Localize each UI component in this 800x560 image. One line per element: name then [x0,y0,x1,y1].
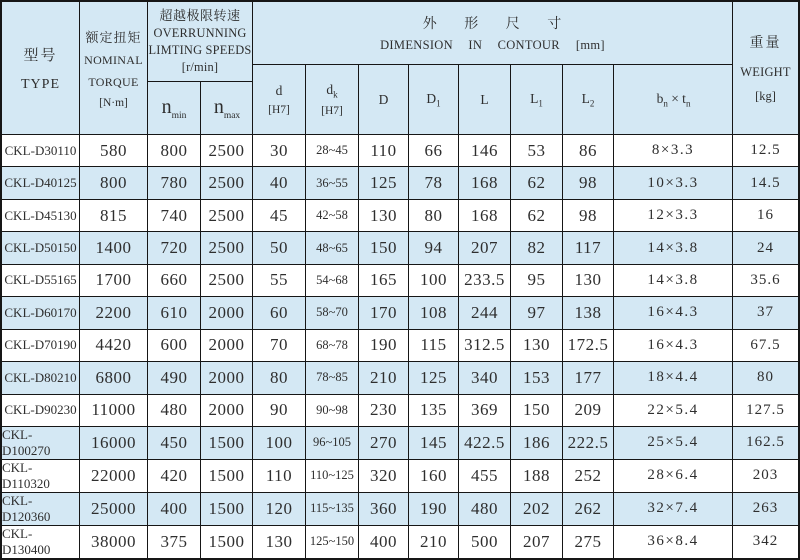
cell-type: CKL-D70190 [2,330,80,361]
cell-wt: 263 [752,500,779,517]
cell-dk: 96~105 [306,427,359,459]
cell-dk: 110~125 [306,460,359,492]
cell-L1: 150 [511,395,563,426]
cell-L2: 98 [563,200,614,231]
cell-L2: 262 [563,493,614,525]
cell-d: 110 [253,460,306,492]
type-header-zh: 型号 [23,47,58,64]
table-row [2,427,798,460]
cell-bt: 16×4.3 [614,297,733,328]
cell-L2: 209 [563,395,614,426]
cell-dk: 36~55 [306,167,359,198]
cell-bt: 36×8.4 [614,526,733,558]
cell-L: 168 [459,167,511,198]
cell-D1: 115 [409,330,459,361]
cell-nmax: 1500 [201,460,253,492]
cell-D: 400 [359,526,409,558]
cell-d: 50 [253,232,306,263]
col-group-overrunning-speeds [148,2,253,134]
cell-L1: 207 [511,526,563,558]
cell-d: 100 [253,427,306,459]
cell-D1: 160 [409,460,459,492]
cell-bt: 22×5.4 [614,395,733,426]
table-row [2,362,798,394]
cell-nmin: 400 [148,493,201,525]
cell-L: 207 [459,232,511,263]
cell-type: CKL-D130400 [2,526,80,558]
cell-L1: 202 [511,493,563,525]
cell-D1: 66 [409,135,459,166]
cell-L1: 53 [511,135,563,166]
torque-header-en2: TORQUE [88,75,139,89]
cell-d: 70 [253,330,306,361]
cell-D: 150 [359,232,409,263]
cell-torque: 16000 [80,427,148,459]
cell-D: 230 [359,395,409,426]
cell-bt: 8×3.3 [614,135,733,166]
cell-torque: 25000 [80,493,148,525]
cell-L: 168 [459,200,511,231]
cell-bt: 14×3.8 [614,265,733,296]
cell-wt: 203 [752,467,779,484]
cell-nmax: 1500 [201,493,253,525]
cell-torque: 580 [80,135,148,166]
cell-dk: 54~68 [306,265,359,296]
cell-d: 55 [253,265,306,296]
cell-L: 312.5 [459,330,511,361]
cell-D1: 210 [409,526,459,558]
table-body [2,135,798,558]
cell-wt: 12.5 [750,142,781,159]
cell-L1: 62 [511,200,563,231]
cell-L1: 186 [511,427,563,459]
cell-bt: 18×4.4 [614,362,733,393]
col-header-torque [80,2,148,134]
col-header-nmax: $n_{max}$ [213,95,241,121]
torque-header-en1: NOMINAL [84,53,143,67]
cell-dk: 115~135 [306,493,359,525]
dimension-group-title [253,2,732,65]
col-header-bn-tn: $b_n \times t_n$ [656,90,691,109]
cell-L2: 130 [563,265,614,296]
table-row [2,135,798,167]
table-row [2,493,798,526]
col-header-nmin: $n_{min}$ [148,82,201,134]
speeds-subheader-row [148,82,252,134]
table-row [2,395,798,427]
cell-nmin: 720 [148,232,201,263]
cell-d: 90 [253,395,306,426]
cell-L: 233.5 [459,265,511,296]
cell-wt: 80 [757,369,774,386]
cell-L1: 82 [511,232,563,263]
cell-nmax: 2500 [201,167,253,198]
cell-d: 60 [253,297,306,328]
cell-dk: 125~150 [306,526,359,558]
cell-wt: 16 [757,207,774,224]
cell-L: 422.5 [459,427,511,459]
cell-nmin: 660 [148,265,201,296]
cell-D: 125 [359,167,409,198]
table-row [2,265,798,297]
table-row [2,232,798,264]
table-row [2,167,798,199]
cell-D: 170 [359,297,409,328]
speeds-header-en2: LIMTING SPEEDS [148,43,252,58]
cell-torque: 1400 [80,232,148,263]
cell-L2: 252 [563,460,614,492]
col-group-dimension [253,2,733,134]
cell-nmax: 2000 [201,297,253,328]
cell-D: 190 [359,330,409,361]
cell-nmax: 2500 [201,265,253,296]
cell-D: 165 [359,265,409,296]
speeds-header-unit: [r/min] [181,59,219,74]
col-header-L1: $L_1$ [511,65,563,134]
torque-header-zh: 额定扭矩 [85,30,142,45]
cell-D1: 108 [409,297,459,328]
weight-header-zh: 重量 [749,36,782,51]
table-row [2,200,798,232]
dimension-subheader-row [253,65,732,134]
speeds-group-title [148,2,252,82]
col-header-weight [733,2,798,134]
cell-dk: 58~70 [306,297,359,328]
cell-wt: 342 [752,533,779,550]
speeds-header-zh: 超越极限转速 [159,8,241,24]
cell-D1: 78 [409,167,459,198]
col-header-D1: $D_1$ [409,65,459,134]
cell-dk: 48~65 [306,232,359,263]
cell-nmax: 2000 [201,330,253,361]
cell-L1: 130 [511,330,563,361]
col-header-D: D [359,65,409,134]
col-header-L2: $L_2$ [563,65,614,134]
cell-type: CKL-D80210 [2,362,80,393]
cell-wt: 14.5 [750,174,781,191]
cell-L1: 153 [511,362,563,393]
cell-nmax: 2500 [201,135,253,166]
cell-type: CKL-D30110 [2,135,80,166]
cell-L1: 62 [511,167,563,198]
cell-L: 340 [459,362,511,393]
cell-wt: 127.5 [746,401,785,418]
cell-L2: 86 [563,135,614,166]
cell-type: CKL-D100270 [2,427,80,459]
cell-bt: 32×7.4 [614,493,733,525]
col-header-d: d [H7] [253,65,306,134]
cell-L2: 275 [563,526,614,558]
cell-D1: 100 [409,265,459,296]
table-row [2,297,798,329]
cell-torque: 2200 [80,297,148,328]
cell-L2: 222.5 [563,427,614,459]
cell-dk: 90~98 [306,395,359,426]
cell-wt: 67.5 [750,336,781,353]
cell-L2: 172.5 [563,330,614,361]
dimension-header-unit: [mm] [575,38,605,52]
cell-nmin: 420 [148,460,201,492]
cell-dk: 78~85 [306,362,359,393]
cell-L2: 138 [563,297,614,328]
cell-wt: 37 [757,304,774,321]
table-row [2,526,798,558]
cell-L: 500 [459,526,511,558]
cell-torque: 22000 [80,460,148,492]
cell-D: 270 [359,427,409,459]
dimension-header-en: DIMENSION IN CONTOUR [mm] [380,38,605,52]
cell-d: 80 [253,362,306,393]
cell-L1: 97 [511,297,563,328]
cell-nmin: 610 [148,297,201,328]
cell-L2: 177 [563,362,614,393]
cell-nmin: 800 [148,135,201,166]
cell-dk: 42~58 [306,200,359,231]
cell-torque: 38000 [80,526,148,558]
cell-torque: 11000 [80,395,148,426]
cell-D: 110 [359,135,409,166]
cell-wt: 24 [757,239,774,256]
cell-L: 480 [459,493,511,525]
cell-type: CKL-D40125 [2,167,80,198]
weight-header-unit: [kg] [755,89,776,103]
cell-nmax: 2000 [201,395,253,426]
type-header-en: TYPE [21,76,60,92]
cell-L1: 95 [511,265,563,296]
cell-L: 244 [459,297,511,328]
col-header-type [2,2,80,134]
cell-d: 40 [253,167,306,198]
cell-L2: 117 [563,232,614,263]
cell-D: 320 [359,460,409,492]
cell-torque: 800 [80,167,148,198]
cell-bt: 14×3.8 [614,232,733,263]
cell-L2: 98 [563,167,614,198]
cell-torque: 6800 [80,362,148,393]
cell-L: 146 [459,135,511,166]
cell-D1: 125 [409,362,459,393]
cell-wt: 162.5 [746,434,785,451]
cell-nmin: 375 [148,526,201,558]
torque-header-unit: [N·m] [99,97,128,109]
cell-D1: 135 [409,395,459,426]
cell-type: CKL-D45130 [2,200,80,231]
table-header [2,2,798,135]
cell-nmax: 2500 [201,200,253,231]
cell-type: CKL-D120360 [2,493,80,525]
cell-bt: 10×3.3 [614,167,733,198]
cell-type: CKL-D90230 [2,395,80,426]
cell-wt: 35.6 [750,271,781,288]
cell-nmin: 600 [148,330,201,361]
cell-D1: 145 [409,427,459,459]
cell-L1: 188 [511,460,563,492]
cell-D: 360 [359,493,409,525]
col-header-L: L [459,65,511,134]
cell-torque: 4420 [80,330,148,361]
cell-D: 210 [359,362,409,393]
cell-d: 130 [253,526,306,558]
dimension-header-zh: 外 形 尺 寸 [422,17,563,32]
cell-D1: 94 [409,232,459,263]
cell-type: CKL-D60170 [2,297,80,328]
cell-d: 120 [253,493,306,525]
cell-d: 30 [253,135,306,166]
cell-nmin: 740 [148,200,201,231]
cell-type: CKL-D50150 [2,232,80,263]
cell-type: CKL-D55165 [2,265,80,296]
cell-d: 45 [253,200,306,231]
cell-torque: 1700 [80,265,148,296]
cell-type: CKL-D110320 [2,460,80,492]
cell-nmin: 780 [148,167,201,198]
cell-dk: 68~78 [306,330,359,361]
cell-nmax: 1500 [201,427,253,459]
cell-bt: 12×3.3 [614,200,733,231]
table-row [2,330,798,362]
cell-D1: 80 [409,200,459,231]
cell-nmin: 450 [148,427,201,459]
col-header-dk: $d_k$ [H7] [306,65,359,134]
table-row [2,460,798,493]
cell-torque: 815 [80,200,148,231]
cell-bt: 28×6.4 [614,460,733,492]
cell-dk: 28~45 [306,135,359,166]
cell-nmin: 490 [148,362,201,393]
cell-nmin: 480 [148,395,201,426]
cell-D1: 190 [409,493,459,525]
cell-L: 369 [459,395,511,426]
cell-D: 130 [359,200,409,231]
cell-nmax: 1500 [201,526,253,558]
cell-bt: 16×4.3 [614,330,733,361]
weight-header-en: WEIGHT [740,65,791,79]
cell-L: 455 [459,460,511,492]
speeds-header-en1: OVERRUNNING [153,26,247,41]
cell-bt: 25×5.4 [614,427,733,459]
cell-nmax: 2000 [201,362,253,393]
cell-nmax: 2500 [201,232,253,263]
